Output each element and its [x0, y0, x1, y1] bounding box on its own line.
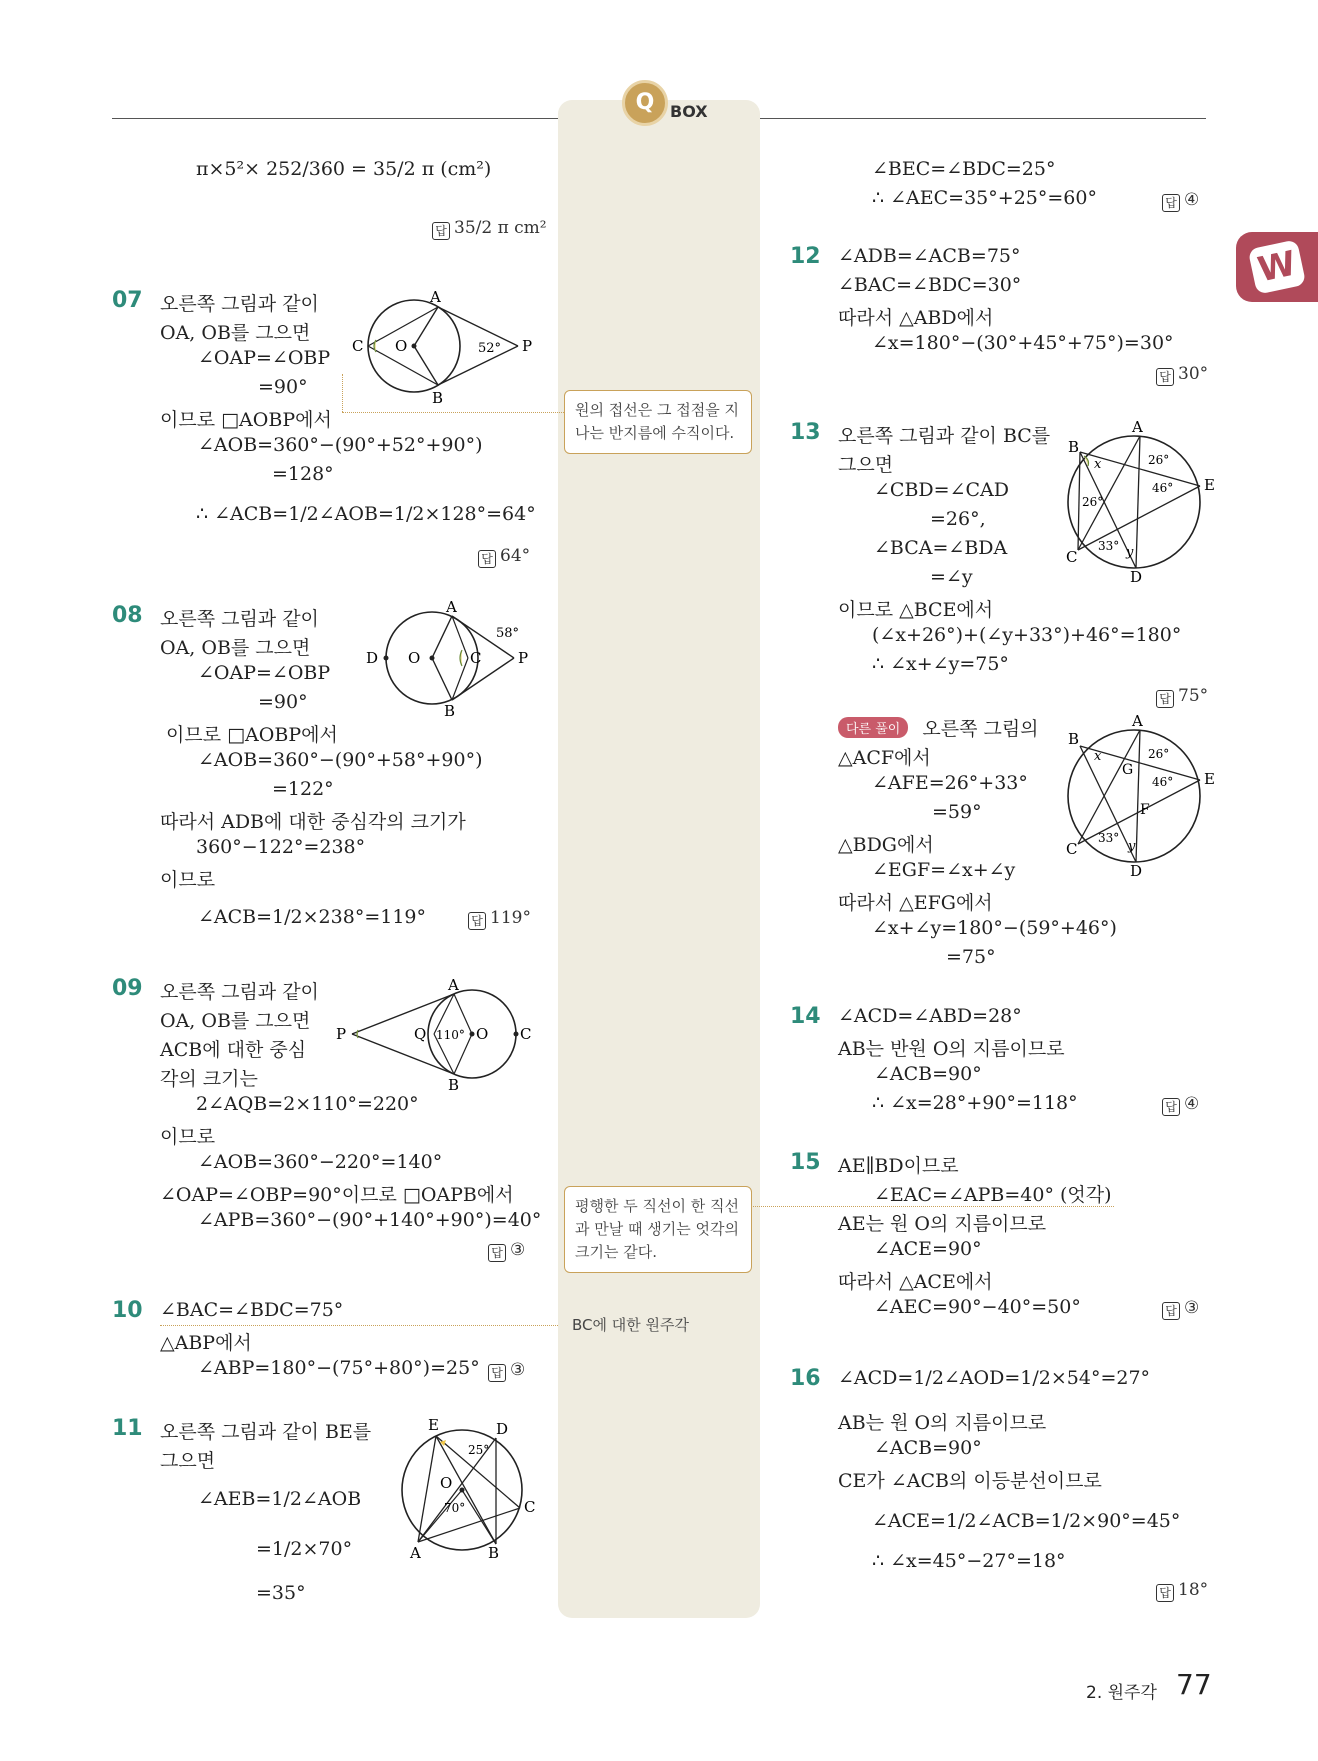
text-line: CE가 ∠ACB의 이등분선이므로 [838, 1470, 1102, 1492]
text-line: ∠x+∠y=180°−(59°+46°) [872, 917, 1117, 939]
point-label: C [352, 337, 364, 355]
text-line: △ABP에서 [160, 1332, 252, 1354]
text-line: =122° [272, 778, 334, 800]
angle-label: 58° [496, 626, 520, 641]
point-label: B [1068, 438, 1080, 456]
text-line: 이므로 □AOBP에서 [160, 409, 332, 431]
formula-line: π×5²× 252/360 = 35/2 π (cm²) [196, 158, 492, 180]
text-line: AE는 원 O의 지름이므로 [838, 1213, 1047, 1235]
angle-label: y [1128, 839, 1136, 854]
text-line: =59° [932, 801, 982, 823]
figure-07 [350, 288, 540, 410]
text-line: 2∠AQB=2×110°=220° [196, 1093, 419, 1115]
text-line: =1/2×70° [256, 1538, 353, 1560]
text-line: AB는 원 O의 지름이므로 [838, 1412, 1047, 1434]
answer-mark: 답 18° [1156, 1580, 1208, 1602]
point-label: A [448, 978, 459, 994]
angle-label: 110° [436, 1028, 465, 1042]
point-label: D [496, 1420, 509, 1438]
problem-number: 15 [790, 1150, 821, 1175]
point-label: A [1132, 420, 1143, 436]
text-line: ∠CBD=∠CAD [874, 479, 1009, 501]
leader-line [342, 412, 564, 413]
text-line: =75° [946, 946, 996, 968]
point-label: D [1130, 862, 1143, 878]
text-line: ∠ACE=1/2∠ACB=1/2×90°=45° [872, 1510, 1181, 1532]
angle-label: 33° [1098, 831, 1120, 845]
problem-number: 09 [112, 976, 143, 1001]
answer-mark: 답 ③ [488, 1240, 525, 1262]
text-line: ∠ACB=1/2×238°=119° [198, 906, 427, 928]
text-line: ∠ACD=1/2∠AOD=1/2×54°=27° [838, 1367, 1151, 1389]
point-label: B [444, 702, 456, 720]
text-line: 각의 크기는 [160, 1068, 258, 1090]
qbox-column [558, 100, 760, 1618]
alt-badge: 다른 풀이 [838, 717, 908, 738]
point-label: P [522, 337, 533, 355]
angle-label: 26° [1148, 453, 1170, 467]
leader-line [342, 374, 343, 412]
text-line: 이므로 □AOBP에서 [166, 724, 338, 746]
text-line: ∠AOB=360°−220°=140° [198, 1151, 443, 1173]
note-text: BC에 대한 원주각 [572, 1316, 689, 1334]
text-line: ∠BAC=∠BDC=30° [838, 274, 1022, 296]
text-line: 그으면 [160, 1450, 216, 1472]
figure-08 [362, 600, 542, 720]
problem-number: 08 [112, 603, 143, 628]
text-line: 따라서 △ACE에서 [838, 1271, 993, 1293]
angle-label: y [1126, 545, 1134, 560]
text-line: ∠ABP=180°−(75°+80°)=25° [198, 1357, 480, 1379]
text-line: ACB에 대한 중심 [160, 1039, 307, 1061]
chapter-label: 2. 원주각 [1086, 1683, 1157, 1703]
text-line: 따라서 △EFG에서 [838, 892, 993, 914]
header-rule-right [760, 118, 1206, 119]
text-line: ∠BCA=∠BDA [874, 537, 1008, 559]
point-label: O [440, 1474, 453, 1492]
point-label: B [1068, 730, 1080, 748]
problem-number: 14 [790, 1004, 821, 1029]
text-line: =35° [256, 1582, 306, 1604]
point-label: G [1122, 762, 1134, 778]
problem-number: 11 [112, 1416, 143, 1441]
text-line: ∠OAP=∠OBP [198, 662, 331, 684]
text-line: ∠OAP=∠OBP [198, 347, 331, 369]
text-line: =26°, [930, 508, 986, 530]
angle-label: 52° [478, 341, 502, 356]
text-line: 오른쪽 그림과 같이 [160, 981, 319, 1003]
note-box: 원의 접선은 그 접점을 지나는 반지름에 수직이다. [564, 390, 752, 454]
text-line: ∴ ∠AEC=35°+25°=60° [872, 187, 1097, 209]
text-line: ∠ACB=90° [874, 1437, 982, 1459]
text-line: 360°−122°=238° [196, 836, 366, 858]
text-line: AE∥BD이므로 [838, 1155, 959, 1177]
text-line: ∠AOB=360°−(90°+52°+90°) [198, 434, 483, 456]
answer-mark: 답 ④ [1162, 190, 1199, 212]
angle-label: 46° [1152, 481, 1174, 495]
text-line: ∠AEB=1/2∠AOB [198, 1488, 362, 1510]
angle-label: x [1094, 457, 1102, 472]
text-line: =128° [272, 463, 334, 485]
answer-mark: 답 ③ [488, 1360, 525, 1382]
problem-number: 12 [790, 244, 821, 269]
leader-line [160, 1325, 558, 1326]
answer-mark: 답 30° [1156, 364, 1208, 386]
angle-label: 26° [1148, 747, 1170, 761]
text-line: 따라서 ADB에 대한 중심각의 크기가 [160, 811, 466, 833]
alt-solution-header: 다른 풀이 오른쪽 그림의 [838, 714, 1039, 741]
text-line: ∠ACB=90° [874, 1063, 982, 1085]
angle-label: 70° [444, 1501, 466, 1515]
text-line: 이므로 [160, 869, 216, 891]
point-label: B [432, 389, 444, 407]
point-label: O [395, 337, 408, 355]
point-label: B [488, 1544, 500, 1560]
point-label: P [518, 649, 529, 667]
angle-label: 26° [1082, 495, 1104, 509]
problem-number: 07 [112, 288, 143, 313]
text-line: ∠AOB=360°−(90°+58°+90°) [198, 749, 483, 771]
text-line: =90° [258, 376, 308, 398]
text-line: ∠EGF=∠x+∠y [872, 859, 1016, 881]
text-line: 오른쪽 그림과 같이 [160, 293, 319, 315]
point-label: E [1204, 476, 1215, 494]
answer-mark: 답 ③ [1162, 1298, 1199, 1320]
text-line: ∴ ∠x+∠y=75° [872, 653, 1009, 675]
angle-label: 25° [468, 1443, 490, 1457]
text-line: OA, OB를 그으면 [160, 322, 311, 344]
text-line: △ACF에서 [838, 747, 931, 769]
text-line: ∴ ∠x=45°−27°=18° [872, 1550, 1066, 1572]
point-label: C [524, 1498, 536, 1516]
point-label: B [448, 1076, 460, 1094]
answer-mark: 답 64° [478, 546, 530, 568]
point-label: D [366, 649, 379, 667]
text-line: ∴ ∠ACB=1/2∠AOB=1/2×128°=64° [196, 503, 536, 525]
text-line: ∠AEC=90°−40°=50° [874, 1296, 1081, 1318]
point-label: F [1140, 802, 1150, 818]
text-line: 그으면 [838, 454, 894, 476]
text-line: ∠ACE=90° [874, 1238, 982, 1260]
point-label: Q [414, 1025, 427, 1043]
answer-mark: 답 119° [468, 908, 531, 930]
point-label: C [1066, 548, 1078, 566]
figure-09 [332, 978, 538, 1096]
point-label: E [1204, 770, 1215, 788]
text-line: 오른쪽 그림과 같이 [160, 608, 319, 630]
text-line: =∠y [930, 566, 973, 588]
text-line: 이므로 [160, 1126, 216, 1148]
point-label: A [446, 600, 457, 616]
answer-mark: 답 ④ [1162, 1094, 1199, 1116]
page-number: 77 [1176, 1668, 1212, 1701]
text-line: △BDG에서 [838, 834, 934, 856]
point-label: C [520, 1025, 532, 1043]
answer-mark: 답 75° [1156, 686, 1208, 708]
problem-number: 10 [112, 1298, 143, 1323]
figure-11 [392, 1412, 540, 1560]
text-line: ∴ ∠x=28°+90°=118° [872, 1092, 1078, 1114]
point-label: A [1132, 714, 1143, 730]
text-line: ∠APB=360°−(90°+140°+90°)=40° [198, 1209, 542, 1231]
answer-mark: 답 35/2 π cm² [432, 218, 547, 240]
point-label: O [476, 1025, 489, 1043]
point-label: C [1066, 840, 1078, 858]
text-line: ∠BEC=∠BDC=25° [872, 158, 1056, 180]
point-label: A [410, 1544, 421, 1560]
text-line: ∠EAC=∠APB=40° (엇각) [874, 1184, 1112, 1206]
text-line: AB는 반원 O의 지름이므로 [838, 1038, 1065, 1060]
note-box: 평행한 두 직선이 한 직선과 만날 때 생기는 엇각의 크기는 같다. [564, 1186, 752, 1273]
figure-13-alt [1056, 714, 1216, 878]
text-line: =90° [258, 691, 308, 713]
angle-label: x [1094, 749, 1102, 764]
text-line: OA, OB를 그으면 [160, 637, 311, 659]
angle-label: 46° [1152, 775, 1174, 789]
text-line: 오른쪽 그림과 같이 BE를 [160, 1421, 372, 1443]
point-label: D [1130, 568, 1143, 584]
qbox-title: BOX [670, 102, 708, 121]
header-rule-left [112, 118, 558, 119]
point-label: O [408, 649, 421, 667]
text-line: ∠OAP=∠OBP=90°이므로 □OAPB에서 [160, 1184, 514, 1206]
problem-number: 16 [790, 1366, 821, 1391]
text-line: 이므로 △BCE에서 [838, 599, 994, 621]
text-line: ∠x=180°−(30°+45°+75°)=30° [872, 332, 1174, 354]
point-label: A [430, 288, 441, 306]
point-label: P [336, 1025, 347, 1043]
text-line: OA, OB를 그으면 [160, 1010, 311, 1032]
text-line: ∠AFE=26°+33° [872, 772, 1028, 794]
angle-label: 33° [1098, 539, 1120, 553]
qbox-badge: Q [622, 80, 668, 126]
point-label: C [470, 649, 482, 667]
text-line: ∠ACD=∠ABD=28° [838, 1005, 1022, 1027]
text-line: 따라서 △ABD에서 [838, 307, 994, 329]
point-label: E [428, 1416, 439, 1434]
text-line: ∠BAC=∠BDC=75° [160, 1299, 344, 1321]
text-line: ∠ADB=∠ACB=75° [838, 245, 1021, 267]
problem-number: 13 [790, 420, 821, 445]
text-line: 오른쪽 그림과 같이 BC를 [838, 425, 1051, 447]
figure-13 [1056, 420, 1216, 584]
side-tab-letter: W [1248, 239, 1306, 294]
text-line: (∠x+26°)+(∠y+33°)+46°=180° [872, 624, 1182, 646]
